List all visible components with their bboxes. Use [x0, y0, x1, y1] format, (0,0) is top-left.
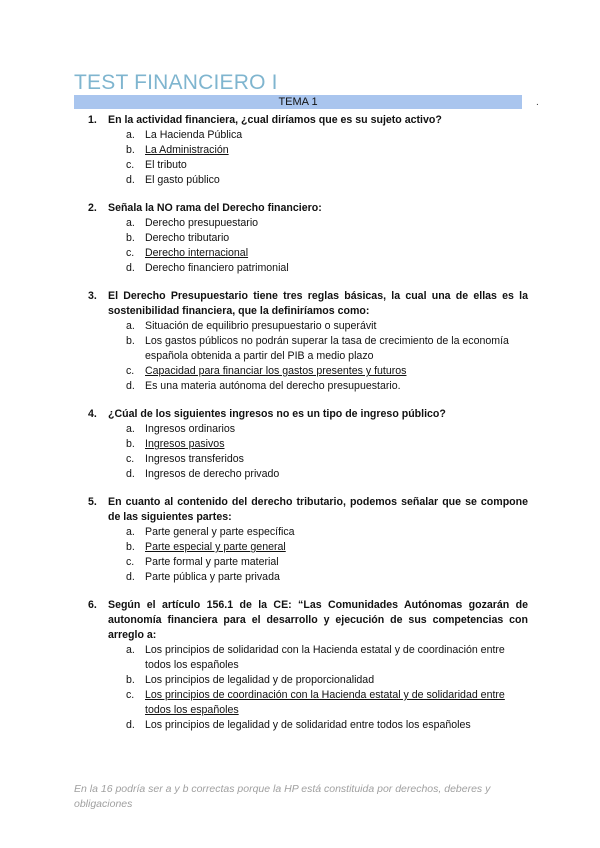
- option-letter: d.: [126, 571, 135, 583]
- answer-option: [126, 364, 528, 379]
- question-heading: [88, 407, 528, 422]
- option-letter: c.: [126, 247, 135, 259]
- option-list: [88, 643, 528, 733]
- section-header-dot: .: [536, 97, 539, 108]
- option-letter: b.: [126, 232, 135, 244]
- answer-option: [126, 334, 528, 364]
- option-text: Los gastos públicos no podrán superar la tasa de crecimiento de la economía española obtenida a partir del PIB a medio plazo: [145, 335, 509, 362]
- option-letter: d.: [126, 719, 135, 731]
- answer-option: [126, 261, 528, 276]
- option-list: [88, 422, 528, 482]
- question-number: 1.: [88, 114, 97, 126]
- option-letter: b.: [126, 674, 135, 686]
- option-letter: a.: [126, 644, 135, 656]
- question-list: [88, 113, 528, 733]
- option-text: Derecho presupuestario: [145, 217, 259, 229]
- option-text: Los principios de legalidad y de proporcionalidad: [145, 674, 375, 686]
- option-text: Derecho tributario: [145, 232, 230, 244]
- answer-option: [126, 718, 528, 733]
- question-text: Señala la NO rama del Derecho financiero:: [108, 202, 322, 214]
- correct-answer-text: Capacidad para financiar los gastos presentes y futuros: [145, 365, 407, 377]
- option-letter: c.: [126, 365, 135, 377]
- option-letter: d.: [126, 468, 135, 480]
- option-letter: d.: [126, 174, 135, 186]
- question-number: 5.: [88, 496, 97, 508]
- answer-option: [126, 643, 528, 673]
- correct-answer-text: Los principios de coordinación con la Hacienda estatal y de solidaridad entre todos los españoles: [145, 689, 505, 716]
- option-text: Parte pública y parte privada: [145, 571, 280, 583]
- question-heading: [88, 495, 528, 525]
- footnote: En la 16 podría ser a y b correctas porque la HP está constituida por derechos, deberes y obligaciones: [74, 783, 491, 810]
- question-heading: [88, 113, 528, 128]
- option-text: Parte formal y parte material: [145, 556, 279, 568]
- option-text: El tributo: [145, 159, 187, 171]
- question-text: Según el artículo 156.1 de la CE: “Las Comunidades Autónomas gozarán de autonomía financiera para el desarrollo y ejecución de sus competencias con arreglo a:: [108, 599, 528, 641]
- answer-option: [126, 379, 528, 394]
- answer-option: [126, 525, 528, 540]
- option-letter: a.: [126, 129, 135, 141]
- page-title: TEST FINANCIERO I: [74, 71, 278, 94]
- question-item: [88, 201, 528, 276]
- option-letter: b.: [126, 335, 135, 347]
- answer-option: [126, 231, 528, 246]
- option-letter: b.: [126, 144, 135, 156]
- answer-option: [126, 422, 528, 437]
- question-item: [88, 113, 528, 188]
- correct-answer-text: La Administración: [145, 144, 229, 156]
- answer-option: [126, 319, 528, 334]
- answer-option: [126, 452, 528, 467]
- option-text: Los principios de solidaridad con la Hacienda estatal y de coordinación entre todos los españoles: [145, 644, 505, 671]
- question-text: ¿Cúal de los siguientes ingresos no es un tipo de ingreso público?: [108, 408, 446, 420]
- question-number: 6.: [88, 599, 97, 611]
- answer-option: [126, 158, 528, 173]
- answer-option: [126, 540, 528, 555]
- option-letter: c.: [126, 556, 135, 568]
- question-number: 3.: [88, 290, 97, 302]
- option-letter: b.: [126, 438, 135, 450]
- option-list: [88, 525, 528, 585]
- correct-answer-text: Parte especial y parte general: [145, 541, 286, 553]
- option-letter: c.: [126, 689, 135, 701]
- answer-option: [126, 216, 528, 231]
- answer-option: [126, 570, 528, 585]
- answer-option: [126, 555, 528, 570]
- option-letter: a.: [126, 320, 135, 332]
- option-text: Derecho financiero patrimonial: [145, 262, 289, 274]
- question-heading: [88, 201, 528, 216]
- answer-option: [126, 467, 528, 482]
- option-letter: c.: [126, 159, 135, 171]
- question-number: 4.: [88, 408, 97, 420]
- option-text: El gasto público: [145, 174, 220, 186]
- option-text: Los principios de legalidad y de solidaridad entre todos los españoles: [145, 719, 471, 731]
- correct-answer-text: Derecho internacional: [145, 247, 249, 259]
- option-letter: c.: [126, 453, 135, 465]
- option-text: Ingresos de derecho privado: [145, 468, 280, 480]
- answer-option: [126, 673, 528, 688]
- question-text: El Derecho Presupuestario tiene tres reglas básicas, la cual una de ellas es la sostenibilidad financiera, que la definiríamos como:: [108, 290, 528, 317]
- answer-option: [126, 246, 528, 261]
- option-letter: a.: [126, 526, 135, 538]
- answer-option: [126, 688, 528, 718]
- question-item: [88, 598, 528, 733]
- answer-option: [126, 173, 528, 188]
- option-text: Situación de equilibrio presupuestario o superávit: [145, 320, 377, 332]
- section-header-bar: TEMA 1: [74, 95, 522, 109]
- question-heading: [88, 598, 528, 643]
- question-item: [88, 407, 528, 482]
- option-letter: d.: [126, 262, 135, 274]
- option-text: La Hacienda Pública: [145, 129, 243, 141]
- question-number: 2.: [88, 202, 97, 214]
- option-letter: a.: [126, 217, 135, 229]
- option-list: [88, 319, 528, 394]
- option-list: [88, 128, 528, 188]
- answer-option: [126, 437, 528, 452]
- question-item: [88, 495, 528, 585]
- option-list: [88, 216, 528, 276]
- question-item: [88, 289, 528, 394]
- answer-option: [126, 128, 528, 143]
- question-text: En cuanto al contenido del derecho tributario, podemos señalar que se compone de las siguientes partes:: [108, 496, 528, 523]
- option-text: Parte general y parte específica: [145, 526, 295, 538]
- option-letter: b.: [126, 541, 135, 553]
- option-text: Ingresos transferidos: [145, 453, 244, 465]
- answer-option: [126, 143, 528, 158]
- correct-answer-text: Ingresos pasivos: [145, 438, 225, 450]
- option-letter: a.: [126, 423, 135, 435]
- option-text: Es una materia autónoma del derecho presupuestario.: [145, 380, 401, 392]
- question-text: En la actividad financiera, ¿cual diríamos que es su sujeto activo?: [108, 114, 442, 126]
- question-heading: [88, 289, 528, 319]
- option-text: Ingresos ordinarios: [145, 423, 236, 435]
- option-letter: d.: [126, 380, 135, 392]
